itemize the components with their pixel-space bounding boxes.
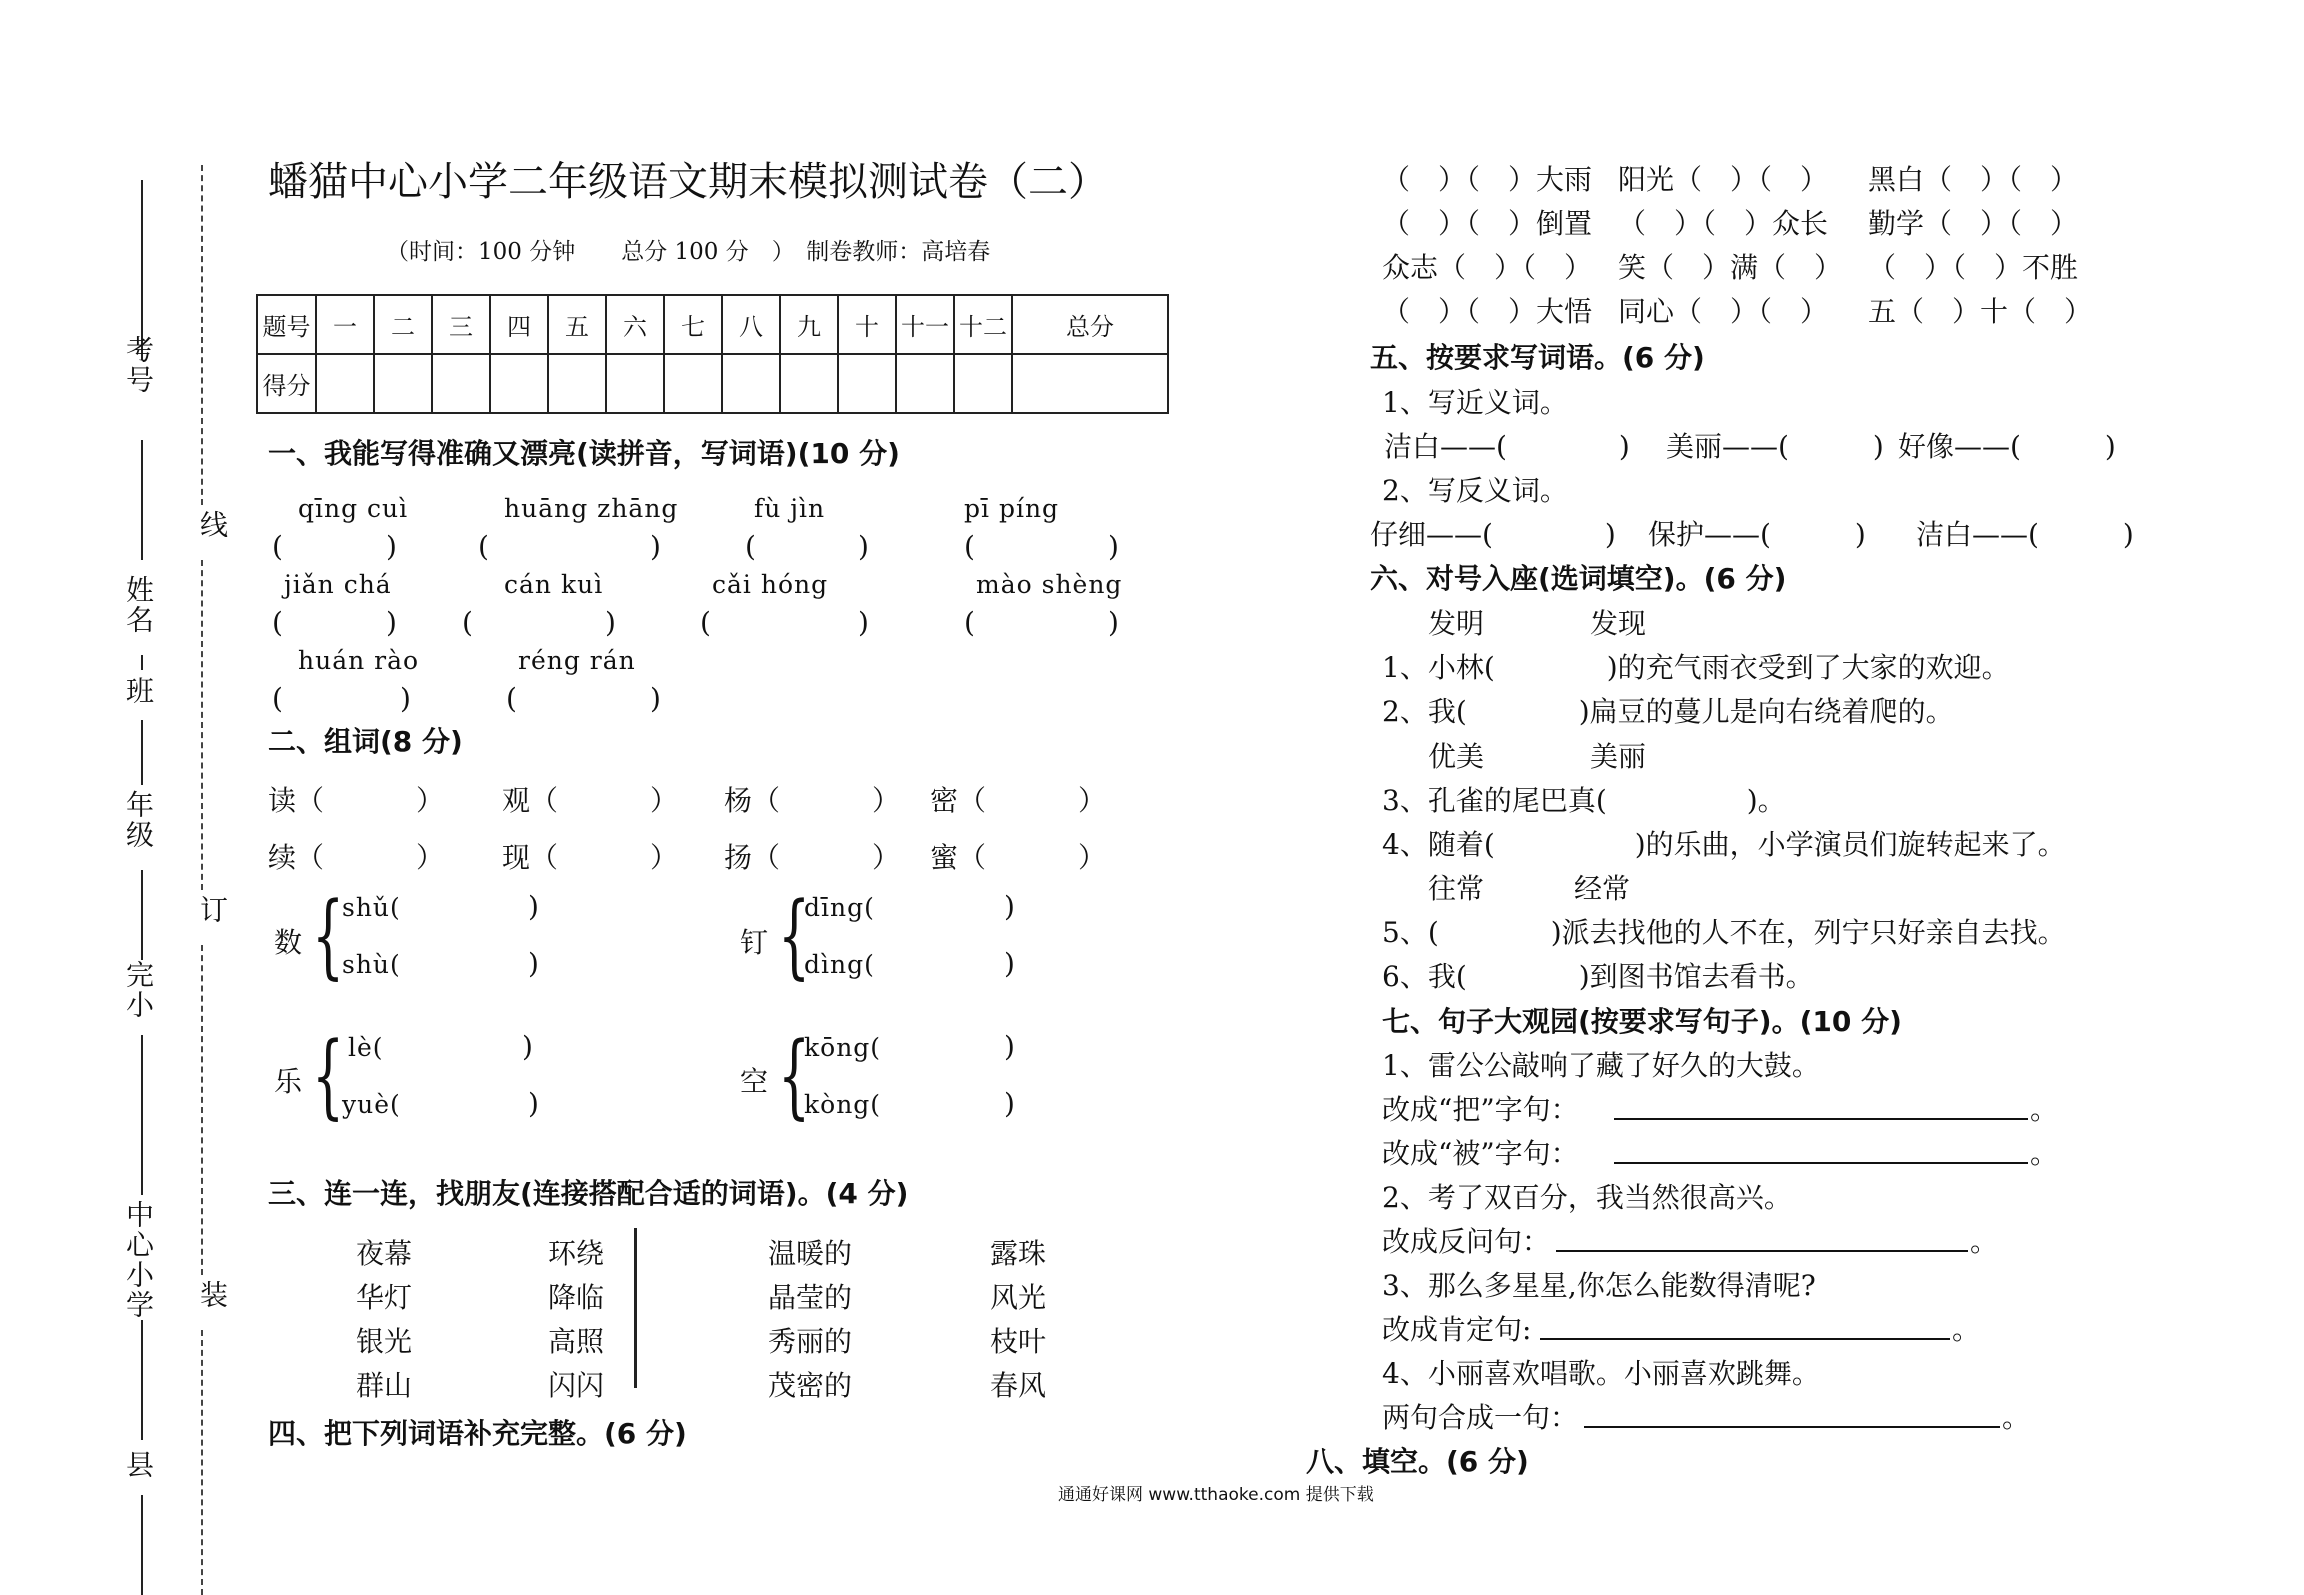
bracket-close: ): [386, 606, 397, 639]
idiom-item: 五（ ）十（ ）: [1868, 295, 2093, 328]
sentence-prompt: 改成反问句：: [1382, 1225, 1551, 1258]
word-item: 观（: [502, 784, 559, 817]
match-item[interactable]: 露珠: [990, 1237, 1047, 1270]
brace-icon: {: [778, 882, 811, 989]
polyphone-char: 乐: [274, 1065, 303, 1098]
word-item: 密（: [930, 784, 987, 817]
idiom-item: 笑（ ）满（ ）: [1618, 251, 1843, 284]
bracket-close: ): [1108, 530, 1119, 563]
match-item[interactable]: 高照: [548, 1325, 605, 1358]
binding-line: [141, 1320, 143, 1440]
table-cell: 二: [374, 295, 432, 354]
period: 。: [1952, 1313, 1981, 1346]
sub-question: 1、写近义词。: [1382, 386, 1568, 419]
fill-question: 4、随着( )的乐曲，小学演员们旋转起来了。: [1382, 828, 2066, 861]
score-cell[interactable]: [664, 354, 722, 413]
bracket-close: ）: [1078, 841, 1107, 874]
bracket-close: ): [528, 1087, 539, 1120]
idiom-item: （ ）（ ）倒置: [1382, 207, 1593, 240]
cut-line: [201, 165, 203, 505]
score-cell[interactable]: [896, 354, 954, 413]
period: 。: [2002, 1401, 2031, 1434]
table-cell: 八: [722, 295, 780, 354]
table-cell: 得分: [257, 354, 316, 413]
polyphone-reading: dīng(: [804, 893, 875, 922]
bracket-close: ）: [872, 841, 901, 874]
binding-label-xian: 县: [122, 1450, 155, 1480]
cut-label-ding: 订: [196, 895, 229, 925]
bracket-close: ）: [650, 784, 679, 817]
match-item[interactable]: 环绕: [548, 1237, 605, 1270]
word-choice: 发明: [1428, 607, 1485, 640]
pinyin-item: huāng zhāng: [504, 494, 679, 523]
idiom-item: 黑白（ ）（ ）: [1868, 163, 2079, 196]
match-item[interactable]: 夜幕: [356, 1237, 413, 1270]
fill-question: 2、我( )扁豆的蔓儿是向右绕着爬的。: [1382, 695, 1954, 728]
score-table: [256, 294, 1169, 414]
answer-line[interactable]: [1584, 1426, 2000, 1428]
section-1-heading: 一、我能写得准确又漂亮(读拼音，写词语)(10 分): [268, 437, 900, 470]
bracket-close: ）: [1078, 784, 1107, 817]
cut-line: [201, 945, 203, 1275]
bracket-open: (: [478, 530, 489, 563]
polyphone-reading: shǔ(: [342, 893, 401, 922]
cut-label-zhuang: 装: [196, 1280, 229, 1310]
bracket-open: (: [700, 606, 711, 639]
score-cell[interactable]: [954, 354, 1012, 413]
answer-line[interactable]: [1614, 1162, 2028, 1164]
bracket-open: (: [272, 682, 283, 715]
polyphone-reading: kòng(: [804, 1090, 882, 1119]
sentence-question: 2、考了双百分，我当然很高兴。: [1382, 1181, 1792, 1214]
bracket-close: ): [1108, 606, 1119, 639]
table-cell: 五: [548, 295, 606, 354]
section-7-heading: 七、句子大观园(按要求写句子)。(10 分): [1382, 1005, 1902, 1038]
bracket-close: ): [1004, 1087, 1015, 1120]
pinyin-item: fù jìn: [754, 494, 826, 523]
sentence-prompt: 两句合成一句：: [1382, 1401, 1579, 1434]
bracket-close: ): [650, 530, 661, 563]
table-cell: 十: [838, 295, 896, 354]
score-cell[interactable]: [722, 354, 780, 413]
match-item[interactable]: 秀丽的: [768, 1325, 853, 1358]
pinyin-item: cǎi hóng: [712, 570, 829, 599]
word-item: 读（: [268, 784, 325, 817]
polyphone-reading: yuè(: [342, 1090, 401, 1119]
bracket-open: (: [506, 682, 517, 715]
table-cell: 七: [664, 295, 722, 354]
binding-line: [141, 870, 143, 960]
answer-line[interactable]: [1614, 1118, 2028, 1120]
binding-label-xingming: 姓名: [122, 575, 155, 635]
bracket-close: ): [528, 890, 539, 923]
binding-label-ban: 班: [122, 676, 155, 706]
period: 。: [2030, 1093, 2059, 1126]
table-cell: 总分: [1012, 295, 1168, 354]
bracket-close: ): [386, 530, 397, 563]
sentence-prompt: 改成“把”字句：: [1382, 1093, 1579, 1126]
score-cell[interactable]: [548, 354, 606, 413]
score-cell[interactable]: [606, 354, 664, 413]
match-item[interactable]: 枝叶: [990, 1325, 1047, 1358]
bracket-close: ）: [872, 784, 901, 817]
divider: [634, 1228, 637, 1388]
word-item: 续（: [268, 841, 325, 874]
word-item: 洁白——( ): [1916, 518, 2134, 551]
binding-line: [141, 440, 143, 560]
brace-icon: {: [778, 1022, 811, 1129]
polyphone-reading: lè(: [348, 1033, 384, 1062]
bracket-open: (: [462, 606, 473, 639]
bracket-close: ): [650, 682, 661, 715]
sentence-question: 4、小丽喜欢唱歌。小丽喜欢跳舞。: [1382, 1357, 1820, 1390]
binding-label-kaohao: 考号: [122, 335, 155, 395]
match-item[interactable]: 温暖的: [768, 1237, 853, 1270]
pinyin-item: qīng cuì: [298, 494, 409, 523]
bracket-close: ): [605, 606, 616, 639]
table-cell: 九: [780, 295, 838, 354]
pinyin-item: jiǎn chá: [284, 570, 392, 599]
polyphone-reading: kōng(: [804, 1033, 882, 1062]
bracket-open: (: [964, 530, 975, 563]
bracket-open: (: [272, 530, 283, 563]
bracket-close: ）: [650, 841, 679, 874]
match-item[interactable]: 风光: [990, 1281, 1047, 1314]
period: 。: [1970, 1225, 1999, 1258]
polyphone-char: 钉: [740, 926, 769, 959]
binding-line: [141, 1035, 143, 1195]
match-item[interactable]: 华灯: [356, 1281, 413, 1314]
score-cell[interactable]: [1012, 354, 1168, 413]
match-item[interactable]: 降临: [548, 1281, 605, 1314]
sentence-question: 3、那么多星星,你怎么能数得清呢?: [1382, 1269, 1816, 1302]
word-item: 蜜（: [930, 841, 987, 874]
word-item: 保护——( ): [1648, 518, 1866, 551]
bracket-close: ): [1004, 1030, 1015, 1063]
score-cell[interactable]: [780, 354, 838, 413]
pinyin-item: huán rào: [298, 646, 420, 675]
footer-source: 通通好课网 www.tthaoke.com 提供下载: [1058, 1485, 1374, 1505]
section-5-heading: 五、按要求写词语。(6 分): [1370, 341, 1705, 374]
idiom-item: （ ）（ ）众长: [1618, 207, 1829, 240]
idiom-item: （ ）（ ）不胜: [1868, 251, 2079, 284]
exam-meta: （时间：100 分钟 总分 100 分 ） 制卷教师：高培春: [386, 239, 991, 265]
pinyin-item: réng rán: [518, 646, 636, 675]
binding-label-zhongxin: 中心小学: [122, 1200, 155, 1320]
idiom-item: 勤学（ ）（ ）: [1868, 207, 2079, 240]
pinyin-item: mào shèng: [976, 570, 1123, 599]
word-item: 洁白——( ): [1384, 430, 1630, 463]
sentence-prompt: 改成“被”字句：: [1382, 1137, 1579, 1170]
section-2-heading: 二、组词(8 分): [268, 725, 463, 758]
answer-line[interactable]: [1556, 1250, 1968, 1252]
bracket-close: ): [1004, 890, 1015, 923]
answer-line[interactable]: [1540, 1338, 1950, 1340]
match-item[interactable]: 茂密的: [768, 1369, 853, 1402]
word-item: 现（: [502, 841, 559, 874]
binding-line: [141, 720, 143, 785]
idiom-item: 同心（ ）（ ）: [1618, 295, 1829, 328]
polyphone-char: 数: [274, 926, 303, 959]
sub-question: 2、写反义词。: [1382, 474, 1568, 507]
cut-line: [201, 560, 203, 890]
table-row: [257, 354, 1168, 413]
fill-question: 3、孔雀的尾巴真( )。: [1382, 784, 1786, 817]
word-choice: 美丽: [1590, 740, 1647, 773]
score-cell[interactable]: [316, 354, 374, 413]
fill-question: 5、( )派去找他的人不在，列宁只好亲自去找。: [1382, 916, 2066, 949]
fill-question: 6、我( )到图书馆去看书。: [1382, 960, 1814, 993]
period: 。: [2030, 1137, 2059, 1170]
table-cell: 六: [606, 295, 664, 354]
word-item: 美丽——( ): [1666, 430, 1884, 463]
word-choice: 经常: [1574, 872, 1631, 905]
score-cell[interactable]: [490, 354, 548, 413]
table-row: [257, 295, 1168, 354]
binding-line: [141, 1495, 143, 1595]
polyphone-reading: dìng(: [804, 950, 875, 979]
bracket-close: ): [528, 947, 539, 980]
match-item[interactable]: 闪闪: [548, 1369, 605, 1402]
bracket-open: (: [745, 530, 756, 563]
word-item: 扬（: [724, 841, 781, 874]
binding-label-nianji: 年级: [122, 790, 155, 850]
idiom-item: （ ）（ ）大悟: [1382, 295, 1593, 328]
word-item: 杨（: [724, 784, 781, 817]
match-item[interactable]: 银光: [356, 1325, 413, 1358]
binding-line: [141, 655, 143, 670]
table-cell: 十二: [954, 295, 1012, 354]
table-cell: 三: [432, 295, 490, 354]
cut-line: [201, 1330, 203, 1595]
word-item: 好像——( ): [1898, 430, 2116, 463]
word-choice: 优美: [1428, 740, 1485, 773]
sentence-question: 1、雷公公敲响了藏了好久的大鼓。: [1382, 1049, 1820, 1082]
brace-icon: {: [312, 1022, 345, 1129]
table-cell: 十一: [896, 295, 954, 354]
word-choice: 发现: [1590, 607, 1647, 640]
table-cell: 一: [316, 295, 374, 354]
section-6-heading: 六、对号入座(选词填空)。(6 分): [1370, 562, 1787, 595]
pinyin-item: pī píng: [964, 494, 1060, 523]
cut-label-xian: 线: [196, 510, 229, 540]
pinyin-item: cán kuì: [504, 570, 604, 599]
match-item[interactable]: 春风: [990, 1369, 1047, 1402]
idiom-item: 众志（ ）（ ）: [1382, 251, 1593, 284]
bracket-close: ): [1004, 947, 1015, 980]
sentence-prompt: 改成肯定句:: [1382, 1313, 1532, 1346]
bracket-close: ): [858, 606, 869, 639]
section-3-heading: 三、连一连，找朋友(连接搭配合适的词语)。(4 分): [268, 1177, 909, 1210]
bracket-open: (: [964, 606, 975, 639]
binding-line: [141, 180, 143, 360]
idiom-item: 阳光（ ）（ ）: [1618, 163, 1829, 196]
bracket-close: ): [400, 682, 411, 715]
binding-label-wanxiao: 完小: [122, 960, 155, 1020]
score-cell[interactable]: [838, 354, 896, 413]
page-title: 蟠猫中心小学二年级语文期末模拟测试卷（二）: [268, 159, 1108, 205]
fill-question: 1、小林( )的充气雨衣受到了大家的欢迎。: [1382, 651, 2010, 684]
section-8-heading: 八、填空。(6 分): [1306, 1445, 1529, 1478]
score-cell[interactable]: [374, 354, 432, 413]
bracket-close: ): [858, 530, 869, 563]
bracket-close: ): [522, 1030, 533, 1063]
score-cell[interactable]: [432, 354, 490, 413]
match-item[interactable]: 群山: [356, 1369, 413, 1402]
table-cell: 四: [490, 295, 548, 354]
idiom-item: （ ）（ ）大雨: [1382, 163, 1593, 196]
brace-icon: {: [312, 882, 345, 989]
section-4-heading: 四、把下列词语补充完整。(6 分): [268, 1417, 687, 1450]
bracket-open: (: [272, 606, 283, 639]
bracket-close: ）: [416, 841, 445, 874]
table-cell: 题号: [257, 295, 316, 354]
polyphone-char: 空: [740, 1065, 769, 1098]
word-item: 仔细——( ): [1370, 518, 1616, 551]
polyphone-reading: shù(: [342, 950, 401, 979]
bracket-close: ）: [416, 784, 445, 817]
match-item[interactable]: 晶莹的: [768, 1281, 853, 1314]
word-choice: 往常: [1428, 872, 1485, 905]
